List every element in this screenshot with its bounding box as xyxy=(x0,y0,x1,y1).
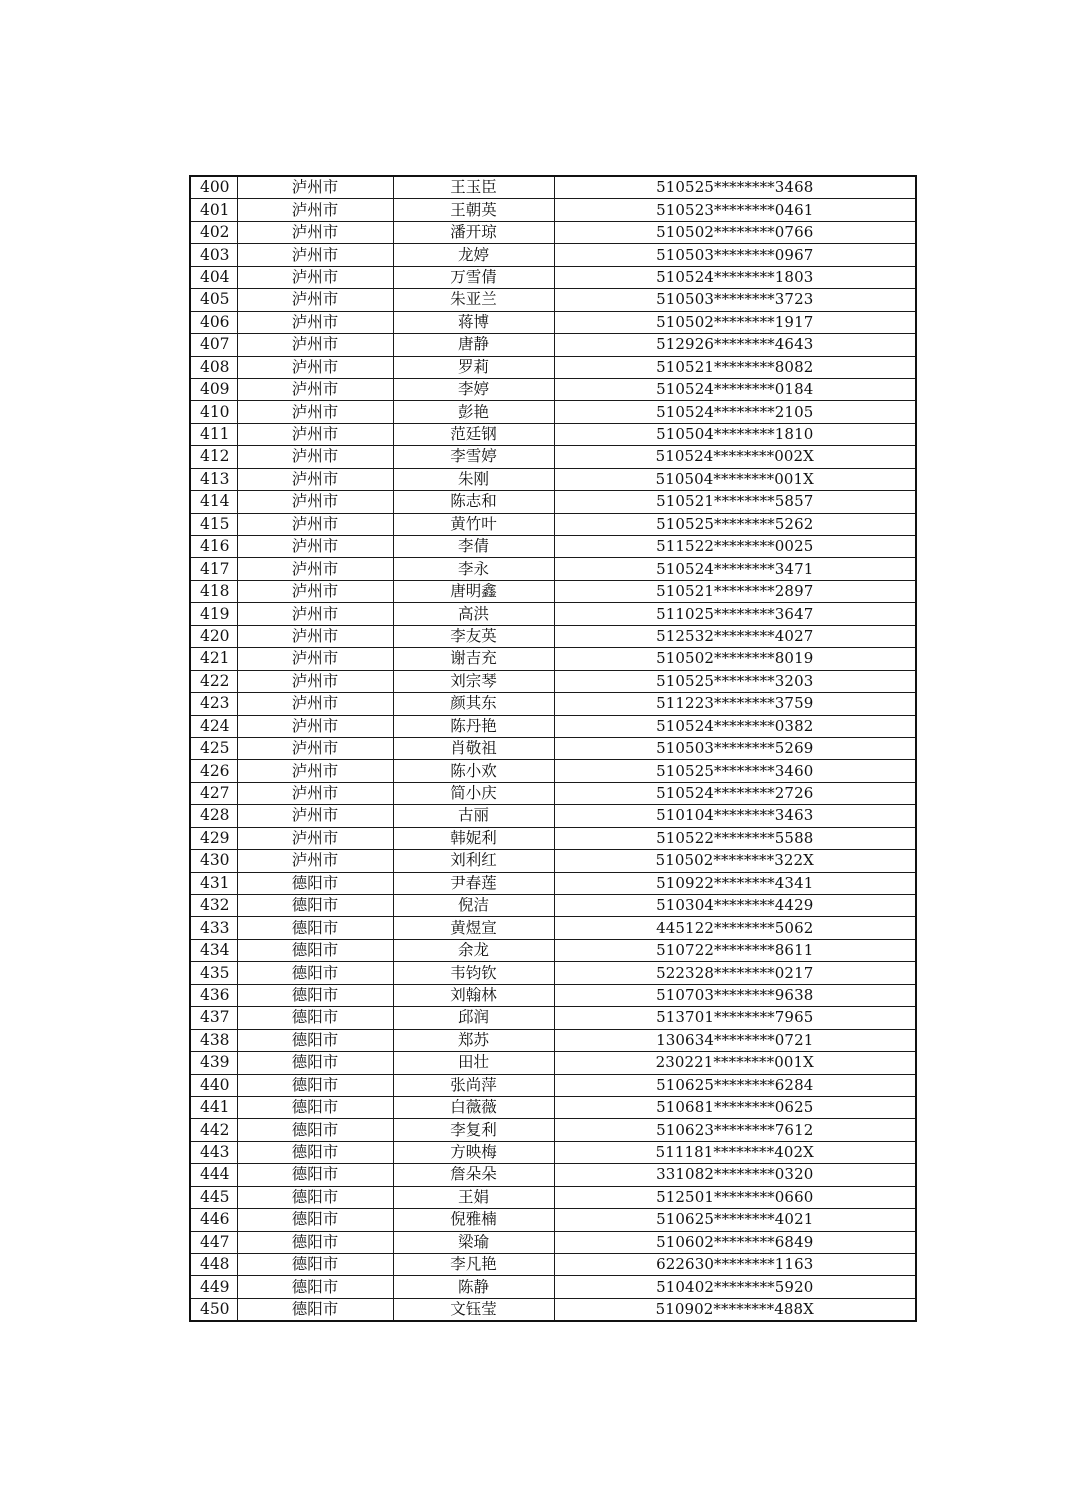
row-number-cell: 441 xyxy=(190,1096,237,1118)
table-row xyxy=(190,917,916,939)
city-cell: 德阳市 xyxy=(237,1254,393,1276)
id-number-cell: 510502********8019 xyxy=(554,648,916,670)
id-number-cell: 510625********6284 xyxy=(554,1074,916,1096)
city-cell: 德阳市 xyxy=(237,895,393,917)
id-number-cell: 510525********3468 xyxy=(554,176,916,199)
table-row xyxy=(190,1209,916,1231)
row-number-cell: 424 xyxy=(190,715,237,737)
city-cell: 泸州市 xyxy=(237,446,393,468)
row-number-cell: 400 xyxy=(190,176,237,199)
city-cell: 泸州市 xyxy=(237,221,393,243)
table-row xyxy=(190,401,916,423)
row-number-cell: 443 xyxy=(190,1141,237,1163)
id-number-cell: 510681********0625 xyxy=(554,1096,916,1118)
name-cell: 潘开琼 xyxy=(393,221,554,243)
row-number-cell: 447 xyxy=(190,1231,237,1253)
id-number-cell: 622630********1163 xyxy=(554,1254,916,1276)
name-cell: 郑苏 xyxy=(393,1029,554,1051)
row-number-cell: 403 xyxy=(190,244,237,266)
table-row xyxy=(190,827,916,849)
row-number-cell: 421 xyxy=(190,648,237,670)
city-cell: 泸州市 xyxy=(237,401,393,423)
table-row xyxy=(190,670,916,692)
name-cell: 刘翰林 xyxy=(393,984,554,1006)
name-cell: 李永 xyxy=(393,558,554,580)
table-row xyxy=(190,782,916,804)
city-cell: 德阳市 xyxy=(237,1007,393,1029)
city-cell: 泸州市 xyxy=(237,199,393,221)
name-cell: 唐静 xyxy=(393,334,554,356)
city-cell: 泸州市 xyxy=(237,580,393,602)
city-cell: 泸州市 xyxy=(237,356,393,378)
table-row xyxy=(190,693,916,715)
row-number-cell: 407 xyxy=(190,334,237,356)
city-cell: 泸州市 xyxy=(237,693,393,715)
city-cell: 泸州市 xyxy=(237,468,393,490)
name-cell: 邱润 xyxy=(393,1007,554,1029)
id-number-cell: 510502********322X xyxy=(554,850,916,872)
table-row xyxy=(190,1276,916,1298)
row-number-cell: 436 xyxy=(190,984,237,1006)
table-row xyxy=(190,850,916,872)
city-cell: 德阳市 xyxy=(237,1186,393,1208)
city-cell: 德阳市 xyxy=(237,1298,393,1321)
city-cell: 泸州市 xyxy=(237,513,393,535)
row-number-cell: 429 xyxy=(190,827,237,849)
name-cell: 谢吉充 xyxy=(393,648,554,670)
name-cell: 王玉臣 xyxy=(393,176,554,199)
city-cell: 泸州市 xyxy=(237,289,393,311)
name-cell: 王朝英 xyxy=(393,199,554,221)
row-number-cell: 433 xyxy=(190,917,237,939)
name-cell: 陈静 xyxy=(393,1276,554,1298)
roster-table-body xyxy=(190,176,916,1321)
row-number-cell: 425 xyxy=(190,737,237,759)
row-number-cell: 405 xyxy=(190,289,237,311)
row-number-cell: 438 xyxy=(190,1029,237,1051)
table-row xyxy=(190,221,916,243)
id-number-cell: 510525********3460 xyxy=(554,760,916,782)
row-number-cell: 404 xyxy=(190,266,237,288)
row-number-cell: 423 xyxy=(190,693,237,715)
name-cell: 朱亚兰 xyxy=(393,289,554,311)
city-cell: 泸州市 xyxy=(237,670,393,692)
table-row xyxy=(190,1254,916,1276)
id-number-cell: 510104********3463 xyxy=(554,805,916,827)
name-cell: 方映梅 xyxy=(393,1141,554,1163)
table-row xyxy=(190,311,916,333)
id-number-cell: 510523********0461 xyxy=(554,199,916,221)
table-row xyxy=(190,715,916,737)
city-cell: 泸州市 xyxy=(237,805,393,827)
table-row xyxy=(190,1141,916,1163)
name-cell: 古丽 xyxy=(393,805,554,827)
city-cell: 泸州市 xyxy=(237,760,393,782)
city-cell: 德阳市 xyxy=(237,1276,393,1298)
table-row xyxy=(190,266,916,288)
row-number-cell: 410 xyxy=(190,401,237,423)
table-row xyxy=(190,334,916,356)
name-cell: 蒋博 xyxy=(393,311,554,333)
id-number-cell: 510304********4429 xyxy=(554,895,916,917)
roster-table xyxy=(189,175,917,1322)
name-cell: 肖敬祖 xyxy=(393,737,554,759)
table-row xyxy=(190,199,916,221)
row-number-cell: 432 xyxy=(190,895,237,917)
table-row xyxy=(190,1186,916,1208)
id-number-cell: 510521********5857 xyxy=(554,491,916,513)
table-row xyxy=(190,805,916,827)
table-row xyxy=(190,984,916,1006)
table-row xyxy=(190,491,916,513)
city-cell: 泸州市 xyxy=(237,850,393,872)
city-cell: 德阳市 xyxy=(237,1096,393,1118)
row-number-cell: 411 xyxy=(190,423,237,445)
city-cell: 泸州市 xyxy=(237,334,393,356)
city-cell: 泸州市 xyxy=(237,827,393,849)
table-row xyxy=(190,625,916,647)
row-number-cell: 402 xyxy=(190,221,237,243)
city-cell: 德阳市 xyxy=(237,1141,393,1163)
name-cell: 李倩 xyxy=(393,536,554,558)
name-cell: 黄竹叶 xyxy=(393,513,554,535)
table-row xyxy=(190,1119,916,1141)
row-number-cell: 446 xyxy=(190,1209,237,1231)
id-number-cell: 510524********1803 xyxy=(554,266,916,288)
row-number-cell: 427 xyxy=(190,782,237,804)
table-row xyxy=(190,1164,916,1186)
row-number-cell: 434 xyxy=(190,939,237,961)
city-cell: 德阳市 xyxy=(237,917,393,939)
id-number-cell: 510623********7612 xyxy=(554,1119,916,1141)
city-cell: 德阳市 xyxy=(237,1074,393,1096)
name-cell: 简小庆 xyxy=(393,782,554,804)
table-row xyxy=(190,1231,916,1253)
name-cell: 文钰莹 xyxy=(393,1298,554,1321)
table-row xyxy=(190,1074,916,1096)
name-cell: 梁瑜 xyxy=(393,1231,554,1253)
row-number-cell: 408 xyxy=(190,356,237,378)
table-row xyxy=(190,760,916,782)
id-number-cell: 510524********0184 xyxy=(554,378,916,400)
id-number-cell: 510524********0382 xyxy=(554,715,916,737)
id-number-cell: 511025********3647 xyxy=(554,603,916,625)
city-cell: 泸州市 xyxy=(237,244,393,266)
id-number-cell: 510602********6849 xyxy=(554,1231,916,1253)
table-row xyxy=(190,939,916,961)
row-number-cell: 428 xyxy=(190,805,237,827)
name-cell: 龙婷 xyxy=(393,244,554,266)
id-number-cell: 522328********0217 xyxy=(554,962,916,984)
row-number-cell: 448 xyxy=(190,1254,237,1276)
name-cell: 颜其东 xyxy=(393,693,554,715)
id-number-cell: 513701********7965 xyxy=(554,1007,916,1029)
city-cell: 德阳市 xyxy=(237,1052,393,1074)
row-number-cell: 426 xyxy=(190,760,237,782)
name-cell: 白薇薇 xyxy=(393,1096,554,1118)
id-number-cell: 510522********5588 xyxy=(554,827,916,849)
city-cell: 泸州市 xyxy=(237,625,393,647)
row-number-cell: 442 xyxy=(190,1119,237,1141)
name-cell: 余龙 xyxy=(393,939,554,961)
table-row xyxy=(190,378,916,400)
name-cell: 韦钧钦 xyxy=(393,962,554,984)
table-row xyxy=(190,536,916,558)
id-number-cell: 510402********5920 xyxy=(554,1276,916,1298)
row-number-cell: 439 xyxy=(190,1052,237,1074)
city-cell: 德阳市 xyxy=(237,1029,393,1051)
table-row xyxy=(190,895,916,917)
row-number-cell: 413 xyxy=(190,468,237,490)
id-number-cell: 510524********2105 xyxy=(554,401,916,423)
row-number-cell: 412 xyxy=(190,446,237,468)
table-row xyxy=(190,446,916,468)
row-number-cell: 414 xyxy=(190,491,237,513)
id-number-cell: 510524********2726 xyxy=(554,782,916,804)
city-cell: 德阳市 xyxy=(237,1164,393,1186)
row-number-cell: 435 xyxy=(190,962,237,984)
row-number-cell: 431 xyxy=(190,872,237,894)
city-cell: 泸州市 xyxy=(237,311,393,333)
name-cell: 陈志和 xyxy=(393,491,554,513)
city-cell: 泸州市 xyxy=(237,737,393,759)
id-number-cell: 511522********0025 xyxy=(554,536,916,558)
table-row xyxy=(190,648,916,670)
id-number-cell: 510521********8082 xyxy=(554,356,916,378)
row-number-cell: 418 xyxy=(190,580,237,602)
row-number-cell: 450 xyxy=(190,1298,237,1321)
id-number-cell: 512501********0660 xyxy=(554,1186,916,1208)
name-cell: 李凡艳 xyxy=(393,1254,554,1276)
city-cell: 泸州市 xyxy=(237,176,393,199)
row-number-cell: 430 xyxy=(190,850,237,872)
table-row xyxy=(190,423,916,445)
id-number-cell: 130634********0721 xyxy=(554,1029,916,1051)
name-cell: 刘利红 xyxy=(393,850,554,872)
table-row xyxy=(190,580,916,602)
name-cell: 李友英 xyxy=(393,625,554,647)
name-cell: 罗莉 xyxy=(393,356,554,378)
name-cell: 张尚萍 xyxy=(393,1074,554,1096)
id-number-cell: 510502********0766 xyxy=(554,221,916,243)
table-row xyxy=(190,1298,916,1321)
id-number-cell: 331082********0320 xyxy=(554,1164,916,1186)
name-cell: 韩妮利 xyxy=(393,827,554,849)
name-cell: 王娟 xyxy=(393,1186,554,1208)
name-cell: 黄煜宣 xyxy=(393,917,554,939)
name-cell: 陈小欢 xyxy=(393,760,554,782)
id-number-cell: 510703********9638 xyxy=(554,984,916,1006)
name-cell: 詹朵朵 xyxy=(393,1164,554,1186)
city-cell: 泸州市 xyxy=(237,648,393,670)
row-number-cell: 437 xyxy=(190,1007,237,1029)
name-cell: 倪雅楠 xyxy=(393,1209,554,1231)
city-cell: 泸州市 xyxy=(237,715,393,737)
table-row xyxy=(190,558,916,580)
id-number-cell: 510504********001X xyxy=(554,468,916,490)
table-row xyxy=(190,513,916,535)
table-row xyxy=(190,872,916,894)
city-cell: 德阳市 xyxy=(237,984,393,1006)
city-cell: 泸州市 xyxy=(237,782,393,804)
id-number-cell: 512926********4643 xyxy=(554,334,916,356)
city-cell: 德阳市 xyxy=(237,962,393,984)
table-row xyxy=(190,1029,916,1051)
name-cell: 范廷钢 xyxy=(393,423,554,445)
row-number-cell: 419 xyxy=(190,603,237,625)
city-cell: 德阳市 xyxy=(237,1209,393,1231)
name-cell: 倪洁 xyxy=(393,895,554,917)
table-row xyxy=(190,1052,916,1074)
row-number-cell: 416 xyxy=(190,536,237,558)
row-number-cell: 422 xyxy=(190,670,237,692)
name-cell: 万雪倩 xyxy=(393,266,554,288)
id-number-cell: 510503********5269 xyxy=(554,737,916,759)
name-cell: 彭艳 xyxy=(393,401,554,423)
table-row xyxy=(190,737,916,759)
city-cell: 泸州市 xyxy=(237,378,393,400)
name-cell: 高洪 xyxy=(393,603,554,625)
table-row xyxy=(190,1007,916,1029)
table-row xyxy=(190,176,916,199)
table-row xyxy=(190,603,916,625)
table-row xyxy=(190,1096,916,1118)
row-number-cell: 444 xyxy=(190,1164,237,1186)
table-row xyxy=(190,356,916,378)
name-cell: 李婷 xyxy=(393,378,554,400)
city-cell: 泸州市 xyxy=(237,491,393,513)
id-number-cell: 511223********3759 xyxy=(554,693,916,715)
row-number-cell: 401 xyxy=(190,199,237,221)
table-row xyxy=(190,468,916,490)
id-number-cell: 510525********5262 xyxy=(554,513,916,535)
id-number-cell: 512532********4027 xyxy=(554,625,916,647)
row-number-cell: 449 xyxy=(190,1276,237,1298)
city-cell: 德阳市 xyxy=(237,1231,393,1253)
city-cell: 德阳市 xyxy=(237,872,393,894)
city-cell: 德阳市 xyxy=(237,939,393,961)
row-number-cell: 409 xyxy=(190,378,237,400)
name-cell: 朱刚 xyxy=(393,468,554,490)
table-row xyxy=(190,244,916,266)
id-number-cell: 510524********002X xyxy=(554,446,916,468)
city-cell: 泸州市 xyxy=(237,423,393,445)
id-number-cell: 510503********3723 xyxy=(554,289,916,311)
city-cell: 泸州市 xyxy=(237,558,393,580)
id-number-cell: 445122********5062 xyxy=(554,917,916,939)
row-number-cell: 420 xyxy=(190,625,237,647)
row-number-cell: 440 xyxy=(190,1074,237,1096)
id-number-cell: 511181********402X xyxy=(554,1141,916,1163)
row-number-cell: 406 xyxy=(190,311,237,333)
id-number-cell: 510722********8611 xyxy=(554,939,916,961)
id-number-cell: 510504********1810 xyxy=(554,423,916,445)
id-number-cell: 510922********4341 xyxy=(554,872,916,894)
id-number-cell: 510525********3203 xyxy=(554,670,916,692)
table-row xyxy=(190,289,916,311)
city-cell: 泸州市 xyxy=(237,536,393,558)
id-number-cell: 510524********3471 xyxy=(554,558,916,580)
row-number-cell: 445 xyxy=(190,1186,237,1208)
id-number-cell: 510502********1917 xyxy=(554,311,916,333)
id-number-cell: 510503********0967 xyxy=(554,244,916,266)
id-number-cell: 510902********488X xyxy=(554,1298,916,1321)
name-cell: 陈丹艳 xyxy=(393,715,554,737)
row-number-cell: 417 xyxy=(190,558,237,580)
name-cell: 尹春莲 xyxy=(393,872,554,894)
name-cell: 李复利 xyxy=(393,1119,554,1141)
row-number-cell: 415 xyxy=(190,513,237,535)
table-row xyxy=(190,962,916,984)
id-number-cell: 230221********001X xyxy=(554,1052,916,1074)
name-cell: 田壮 xyxy=(393,1052,554,1074)
id-number-cell: 510521********2897 xyxy=(554,580,916,602)
name-cell: 刘宗琴 xyxy=(393,670,554,692)
city-cell: 泸州市 xyxy=(237,266,393,288)
city-cell: 德阳市 xyxy=(237,1119,393,1141)
name-cell: 唐明鑫 xyxy=(393,580,554,602)
city-cell: 泸州市 xyxy=(237,603,393,625)
name-cell: 李雪婷 xyxy=(393,446,554,468)
id-number-cell: 510625********4021 xyxy=(554,1209,916,1231)
